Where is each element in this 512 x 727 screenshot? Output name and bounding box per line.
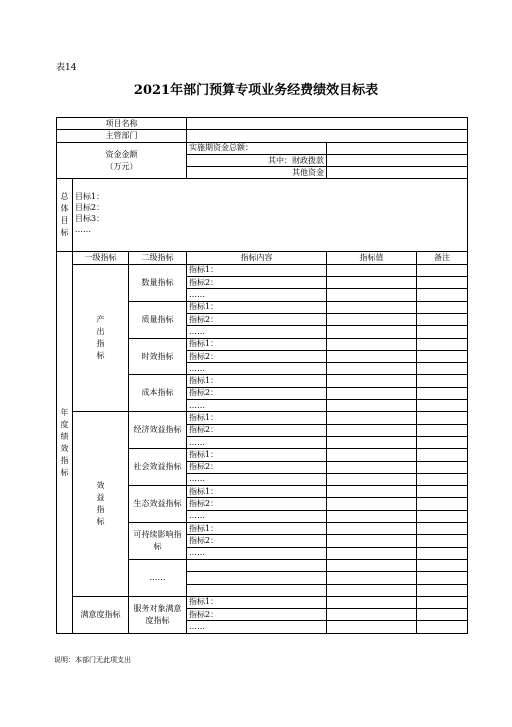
item-remark[interactable] [417, 326, 468, 338]
output-char-3: 指 [96, 339, 105, 349]
overall-char-1: 总 [60, 192, 69, 202]
item-value[interactable] [327, 387, 417, 399]
item-remark[interactable] [417, 584, 468, 596]
item-1[interactable]: 指标1： [187, 523, 327, 535]
funds-unit-text: （万元） [105, 161, 138, 171]
row-indicator-headers [57, 252, 468, 264]
item-more[interactable]: …… [187, 547, 327, 559]
item-value[interactable] [327, 523, 417, 535]
project-name-label: 项目名称 [57, 118, 187, 130]
goal-more: …… [75, 225, 91, 235]
item-remark[interactable] [417, 387, 468, 399]
row-total-funds [57, 142, 468, 154]
item-value[interactable] [327, 609, 417, 621]
item-1[interactable]: 指标1： [187, 412, 327, 424]
table-row [57, 596, 468, 608]
item-remark[interactable] [417, 277, 468, 289]
item-remark[interactable] [417, 363, 468, 375]
item-value[interactable] [327, 486, 417, 498]
goal-3: 目标3： [75, 214, 105, 224]
item-remark[interactable] [417, 301, 468, 313]
item-remark[interactable] [417, 313, 468, 325]
item-value[interactable] [327, 326, 417, 338]
item-2[interactable]: 指标2： [187, 387, 327, 399]
annual-char-3: 绩 [60, 431, 69, 441]
item-remark[interactable] [417, 375, 468, 387]
benefit-indicator-label [73, 412, 129, 596]
item-value[interactable] [327, 289, 417, 301]
overall-goals-content[interactable] [73, 179, 468, 252]
cost-indicator: 成本指标 [129, 375, 187, 412]
item-remark[interactable] [417, 338, 468, 350]
table-row [57, 264, 468, 276]
item-remark[interactable] [417, 436, 468, 448]
item-value[interactable] [327, 424, 417, 436]
item-remark[interactable] [417, 264, 468, 276]
timeliness-indicator: 时效指标 [129, 338, 187, 375]
output-char-1: 产 [96, 315, 105, 325]
item-blank[interactable] [187, 559, 327, 571]
benefit-char-3: 指 [96, 505, 105, 515]
item-1[interactable]: 指标1： [187, 449, 327, 461]
item-value[interactable] [327, 436, 417, 448]
overall-char-4: 标 [60, 228, 69, 238]
item-remark[interactable] [417, 473, 468, 485]
item-remark[interactable] [417, 572, 468, 584]
output-char-2: 出 [96, 327, 105, 337]
item-remark[interactable] [417, 535, 468, 547]
output-indicator-label [73, 264, 129, 412]
item-value[interactable] [327, 363, 417, 375]
item-remark[interactable] [417, 400, 468, 412]
item-remark[interactable] [417, 559, 468, 571]
other-funds-value[interactable] [327, 167, 468, 179]
item-more[interactable]: …… [187, 621, 327, 633]
economic-indicator: 经济效益指标 [129, 412, 187, 449]
item-value[interactable] [327, 449, 417, 461]
item-2[interactable]: 指标2： [187, 461, 327, 473]
header-level1: 一级指标 [73, 252, 129, 264]
footnote: 说明：本部门无此项支出 [54, 656, 131, 664]
funds-text: 资金金额 [105, 149, 138, 159]
item-2[interactable]: 指标2： [187, 609, 327, 621]
other-funds-label: 其他资金 [187, 167, 327, 179]
item-remark[interactable] [417, 449, 468, 461]
item-value[interactable] [327, 510, 417, 522]
department-label: 主管部门 [57, 130, 187, 142]
item-more[interactable]: …… [187, 436, 327, 448]
item-value[interactable] [327, 400, 417, 412]
item-2[interactable]: 指标2： [187, 313, 327, 325]
header-content: 指标内容 [187, 252, 327, 264]
item-2[interactable]: 指标2： [187, 350, 327, 362]
goal-1: 目标1： [75, 192, 105, 202]
item-1[interactable]: 指标1： [187, 596, 327, 608]
item-more[interactable]: …… [187, 363, 327, 375]
overall-char-3: 目 [60, 216, 69, 226]
funds-label [57, 142, 187, 179]
header-level2: 二级指标 [129, 252, 187, 264]
item-1[interactable]: 指标1： [187, 375, 327, 387]
annual-char-2: 度 [60, 419, 69, 429]
item-remark[interactable] [417, 350, 468, 362]
total-funds-label: 实施期资金总额： [187, 142, 327, 154]
item-remark[interactable] [417, 510, 468, 522]
item-more[interactable]: …… [187, 326, 327, 338]
item-value[interactable] [327, 412, 417, 424]
item-value[interactable] [327, 473, 417, 485]
item-value[interactable] [327, 596, 417, 608]
benefit-char-4: 标 [96, 517, 105, 527]
item-1[interactable]: 指标1： [187, 264, 327, 276]
item-blank[interactable] [187, 584, 327, 596]
annual-char-1: 年 [60, 407, 69, 417]
sustainable-indicator: 可持续影响指标 [129, 523, 187, 560]
quantity-indicator: 数量指标 [129, 264, 187, 301]
table-number-label: 表14 [56, 63, 77, 73]
item-remark[interactable] [417, 289, 468, 301]
item-1[interactable]: 指标1： [187, 301, 327, 313]
item-value[interactable] [327, 277, 417, 289]
item-more[interactable]: …… [187, 289, 327, 301]
overall-char-2: 体 [60, 204, 69, 214]
item-more[interactable]: …… [187, 510, 327, 522]
goal-2: 目标2： [75, 203, 105, 213]
output-char-4: 标 [96, 351, 105, 361]
item-remark[interactable] [417, 412, 468, 424]
item-value[interactable] [327, 535, 417, 547]
benefit-char-2: 益 [96, 493, 105, 503]
item-2[interactable]: 指标2： [187, 277, 327, 289]
project-name-value[interactable] [187, 118, 468, 130]
item-remark[interactable] [417, 523, 468, 535]
item-value[interactable] [327, 313, 417, 325]
performance-target-table [56, 117, 468, 634]
row-overall-goals [57, 179, 468, 252]
item-2[interactable]: 指标2： [187, 535, 327, 547]
item-value[interactable] [327, 301, 417, 313]
item-remark[interactable] [417, 621, 468, 633]
table-row [57, 412, 468, 424]
item-value[interactable] [327, 621, 417, 633]
item-remark[interactable] [417, 424, 468, 436]
item-value[interactable] [327, 264, 417, 276]
item-value[interactable] [327, 375, 417, 387]
item-remark[interactable] [417, 547, 468, 559]
item-remark[interactable] [417, 461, 468, 473]
item-value[interactable] [327, 547, 417, 559]
item-1[interactable]: 指标1： [187, 338, 327, 350]
item-remark[interactable] [417, 486, 468, 498]
header-value: 指标值 [327, 252, 417, 264]
service-satisfaction-indicator: 服务对象满意度指标 [129, 596, 187, 633]
benefit-char-1: 效 [96, 481, 105, 491]
more-indicator: …… [129, 559, 187, 596]
total-funds-value[interactable] [327, 142, 468, 154]
row-department [57, 130, 468, 142]
fiscal-value[interactable] [327, 154, 468, 166]
item-remark[interactable] [417, 609, 468, 621]
annual-char-6: 标 [60, 467, 69, 477]
item-value[interactable] [327, 461, 417, 473]
header-remark: 备注 [417, 252, 468, 264]
item-blank[interactable] [187, 572, 327, 584]
overall-goal-label [57, 179, 73, 252]
item-2[interactable]: 指标2： [187, 498, 327, 510]
item-remark[interactable] [417, 596, 468, 608]
item-value[interactable] [327, 572, 417, 584]
item-value[interactable] [327, 338, 417, 350]
row-project-name [57, 118, 468, 130]
satisfaction-indicator-label: 满意度指标 [73, 596, 129, 633]
annual-char-4: 效 [60, 443, 69, 453]
annual-indicator-label [57, 252, 73, 633]
item-value[interactable] [327, 559, 417, 571]
item-remark[interactable] [417, 498, 468, 510]
fiscal-label: 其中：财政拨款 [187, 154, 327, 166]
item-value[interactable] [327, 350, 417, 362]
quality-indicator: 质量指标 [129, 301, 187, 338]
social-indicator: 社会效益指标 [129, 449, 187, 486]
item-more[interactable]: …… [187, 473, 327, 485]
department-value[interactable] [187, 130, 468, 142]
ecological-indicator: 生态效益指标 [129, 486, 187, 523]
annual-char-5: 指 [60, 455, 69, 465]
page-title: 2021年部门预算专项业务经费绩效目标表 [133, 83, 379, 98]
item-more[interactable]: …… [187, 400, 327, 412]
item-value[interactable] [327, 498, 417, 510]
item-value[interactable] [327, 584, 417, 596]
item-1[interactable]: 指标1： [187, 486, 327, 498]
item-2[interactable]: 指标2： [187, 424, 327, 436]
